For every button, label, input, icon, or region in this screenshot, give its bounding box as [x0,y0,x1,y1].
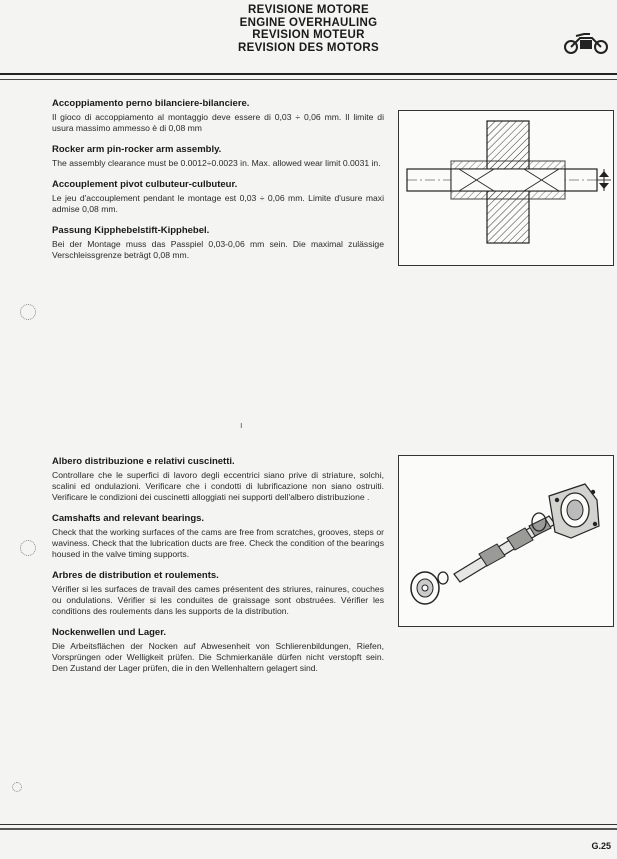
text-block-it [52,456,384,503]
punch-hole-mark [20,304,36,320]
header-line-de: REVISION DES MOTORS [238,41,379,54]
text-block-fr [52,570,384,617]
stray-mark: ı [240,420,243,430]
text-block-de [52,225,384,261]
text-block-de [52,627,384,674]
block-text: Check that the working surfaces of the cams are free from scratches, grooves, steps or waviness. Check that the lubrication ducts are free. Check the condition of the bearings housed in the valve timing supports. [52,527,384,559]
block-heading: Accoppiamento perno bilanciere-bilanciere. [52,98,250,109]
block-heading: Camshafts and relevant bearings. [52,513,205,524]
page-number: G.25 [591,841,611,851]
rocker-arm-pin-figure [398,110,614,266]
section-rocker-arm [52,98,384,271]
text-block-en [52,144,384,169]
block-heading: Arbres de distribution et roulements. [52,570,219,581]
motorcycle-logo-icon [562,28,610,56]
page-header [0,4,617,54]
rocker-pin-cross-section-diagram [399,111,613,265]
punch-hole-mark [20,540,36,556]
block-text: Le jeu d'accouplement pendant le montage est 0,03 ÷ 0,06 mm. Limite d'usure maxi admise 0,08 mm. [52,193,384,214]
footer-divider [0,824,617,830]
header-divider [0,73,617,80]
header-line-it: REVISIONE MOTORE [248,4,369,16]
block-text: Vérifier si les surfaces de travail des cames présentent des striures, rainures, couches ou ondulations. Vérifier si les conduites de graissage sont obstruées. Vérifier les conditions des roulements dans les supports de la distribution. [52,584,384,616]
block-text: Controllare che le superfici di lavoro degli eccentrici siano prive di striature, solchi, scalini ed ondulazioni. Verificare che i condotti di lubrificazione non siano ostruiti. Verificare le condizioni dei cuscinetti alloggiati nei supporti dell'albero distribuzione . [52,470,384,502]
text-block-fr [52,179,384,215]
block-text: Il gioco di accoppiamento al montaggio deve essere di 0,03 ÷ 0,06 mm. Il limite di usura massimo ammesso è di 0,08 mm [52,112,384,133]
block-text: The assembly clearance must be 0.0012÷0.0023 in. Max. allowed wear limit 0.0031 in. [52,158,381,168]
block-heading: Albero distribuzione e relativi cuscinetti. [52,456,235,467]
block-heading: Nockenwellen und Lager. [52,627,167,638]
block-heading: Passung Kipphebelstift-Kipphebel. [52,225,210,236]
block-heading: Accouplement pivot culbuteur-culbuteur. [52,179,238,190]
punch-hole-mark [12,782,22,792]
text-block-en [52,513,384,560]
section-camshaft [52,456,384,684]
text-block-it [52,98,384,134]
header-line-en: ENGINE OVERHAULING [239,16,378,29]
camshaft-exploded-diagram [399,456,613,626]
block-heading: Rocker arm pin-rocker arm assembly. [52,144,222,155]
camshaft-assembly-figure [398,455,614,627]
block-text: Bei der Montage muss das Passpiel 0,03-0,06 mm sein. Die maximal zulässige Verschleissgrenze beträgt 0,08 mm. [52,239,384,260]
block-text: Die Arbeitsflächen der Nocken auf Abwesenheit von Schlierenbildungen, Riefen, Vorsprüngen oder Welligkeit prüfen. Die Schmierkanäle dürfen nicht verstopft sein. Den Zustand der Lager prüfen, die in den Wellenhaltern gelagert sind. [52,641,384,673]
header-line-fr: REVISION MOTEUR [252,29,365,41]
